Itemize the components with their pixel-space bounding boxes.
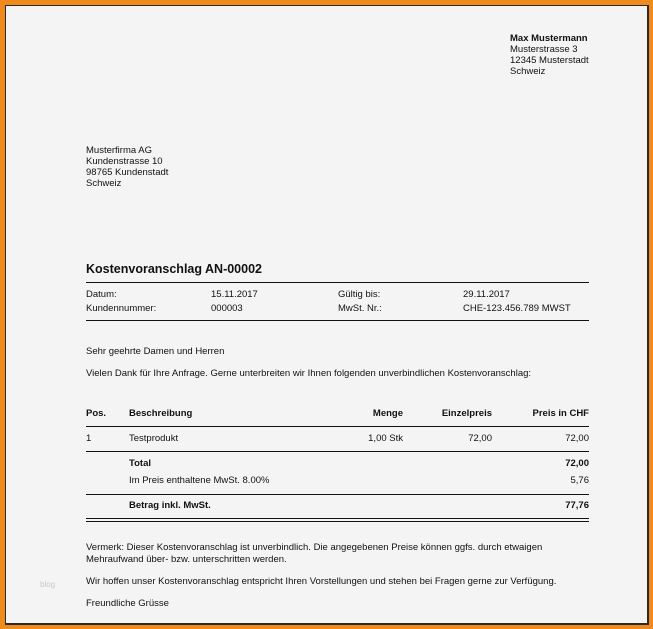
header-price: Preis in CHF xyxy=(532,408,589,419)
customer-value: 000003 xyxy=(211,303,243,314)
intro-text: Vielen Dank für Ihre Anfrage. Gerne unterbreiten wir Ihnen folgenden unverbindlichen Kostenvoranschlag: xyxy=(86,368,532,379)
recipient-street: Kundenstrasse 10 xyxy=(86,156,163,167)
sender-city: 12345 Musterstadt xyxy=(510,55,589,66)
recipient-company: Musterfirma AG xyxy=(86,145,152,156)
customer-label: Kundennummer: xyxy=(86,303,157,314)
header-pos: Pos. xyxy=(86,408,107,419)
header-quantity: Menge xyxy=(372,408,403,419)
cell-description: Testprodukt xyxy=(129,433,179,444)
vat-label: Im Preis enthaltene MwSt. 8.00% xyxy=(129,475,270,486)
cell-price: 72,00 xyxy=(565,433,589,444)
date-label: Datum: xyxy=(86,289,117,300)
vat-number-label: MwSt. Nr.: xyxy=(338,303,382,314)
cell-quantity: 1,00 Stk xyxy=(368,433,403,444)
total-value: 72,00 xyxy=(565,458,589,469)
note-line-2: Mehraufwand über- bzw. unterschritten werden. xyxy=(86,554,287,565)
gross-value: 77,76 xyxy=(565,500,589,511)
sender-country: Schweiz xyxy=(510,66,546,77)
sender-street: Musterstrasse 3 xyxy=(510,44,578,55)
regards: Freundliche Grüsse xyxy=(86,598,169,609)
vat-number-value: CHE-123.456.789 MWST xyxy=(463,303,571,314)
document-title: Kostenvoranschlag AN-00002 xyxy=(86,262,262,276)
valid-value: 29.11.2017 xyxy=(463,289,510,300)
document-page xyxy=(5,5,649,625)
gross-label: Betrag inkl. MwSt. xyxy=(129,500,211,511)
cell-unit-price: 72,00 xyxy=(468,433,492,444)
divider xyxy=(86,451,589,452)
recipient-country: Schweiz xyxy=(86,178,122,189)
divider xyxy=(86,282,589,283)
note-line-1: Vermerk: Dieser Kostenvoranschlag ist unverbindlich. Die angegebenen Preise können ggfs. durch etwaigen xyxy=(86,542,543,553)
date-value: 15.11.2017 xyxy=(211,289,258,300)
sender-name: Max Mustermann xyxy=(510,33,588,44)
valid-label: Gültig bis: xyxy=(338,289,381,300)
divider xyxy=(86,494,589,495)
watermark: blog xyxy=(40,580,56,589)
divider xyxy=(86,320,589,321)
recipient-city: 98765 Kundenstadt xyxy=(86,167,169,178)
greeting: Sehr geehrte Damen und Herren xyxy=(86,346,225,357)
header-unit-price: Einzelpreis xyxy=(441,408,492,419)
divider xyxy=(86,426,589,427)
header-description: Beschreibung xyxy=(129,408,193,419)
double-divider xyxy=(86,518,589,519)
double-divider xyxy=(86,521,589,522)
cell-pos: 1 xyxy=(86,433,92,444)
total-label: Total xyxy=(129,458,151,469)
vat-value: 5,76 xyxy=(570,475,589,486)
closing-text: Wir hoffen unser Kostenvoranschlag entspricht Ihren Vorstellungen und stehen bei Fragen gerne zur Verfügung. xyxy=(86,576,557,587)
